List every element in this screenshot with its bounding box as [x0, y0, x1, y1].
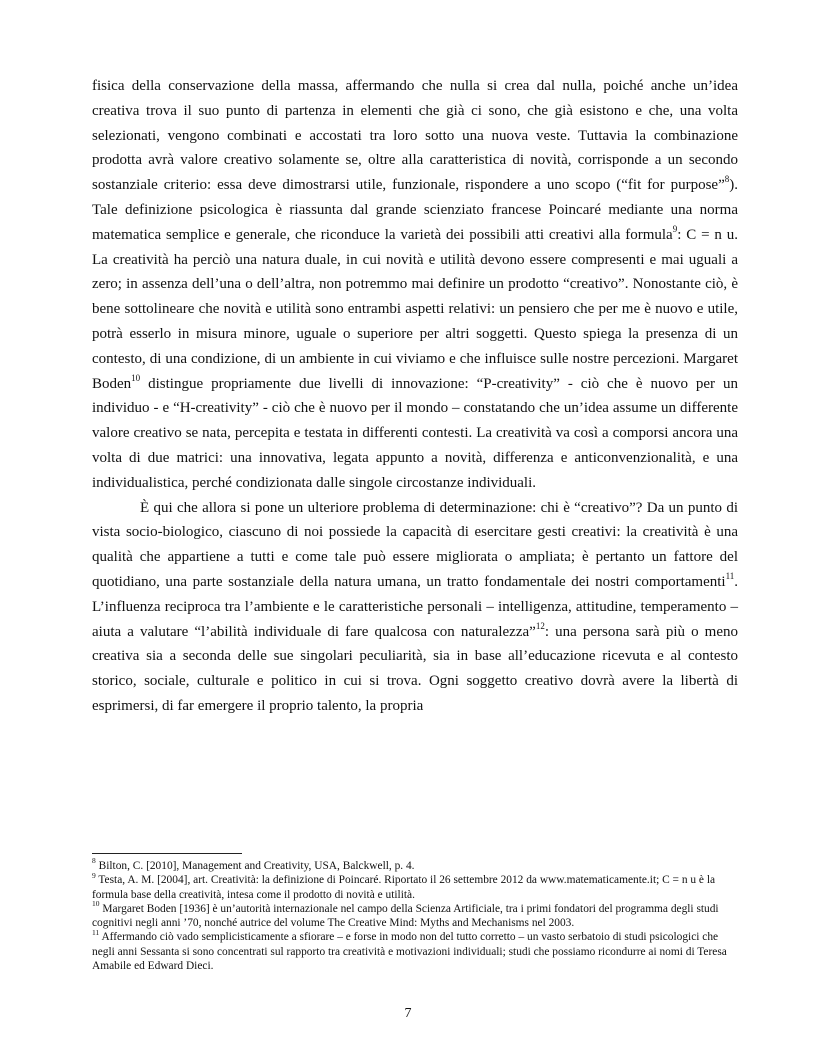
page-number: 7 [404, 1006, 412, 1021]
text-run: : una persona sarà più o meno creativa sia a seconda delle sue singolari peculiarità, sia in base all’educazione ricevuta e al contesto storico, sociale, culturale e politico in cui si trova. Ogni soggetto creativo dovrà avere la libertà di esprimersi, di far emergere il proprio talento, la propria [92, 623, 738, 714]
text-run: : C = n u. La creatività ha perciò una natura duale, in cui novità e utilità devono essere compresenti e mai uguali a zero; in assenza dell’una o dell’altra, non potremmo mai definire un prodotto “creativo”. Nonostante ciò, è bene sottolineare che novità e utilità sono entrambi aspetti relativi: un pensiero che per me è nuovo e utile, potrà esserlo in misura minore, uguale o superiore per altri soggetti. Questo spiega la presenza di un contesto, di una condizione, di un ambiente in cui viviamo e che influisce sulle nostre percezioni. Margaret Boden [92, 226, 739, 392]
footnote-8 [92, 856, 738, 873]
footnote-text: Bilton, C. [2010], Management and Creativity, USA, Balckwell, p. 4. [95, 860, 415, 872]
footnote-divider [92, 853, 242, 854]
footnote-10 [92, 899, 738, 931]
footnote-number: 10 [92, 899, 100, 909]
paragraph-2 [92, 496, 738, 719]
text-run: ). Tale definizione psicologica è riassunta dal grande scienziato francese Poincaré mediante una norma matematica semplice e generale, che riconduce la varietà dei possibili atti creativi alla formula [92, 177, 738, 243]
footnote-ref-11[interactable]: 11 [725, 570, 735, 581]
footnote-ref-12[interactable]: 12 [535, 620, 545, 631]
footnote-ref-10[interactable]: 10 [131, 372, 141, 383]
footnotes [92, 856, 738, 973]
footnote-text: Margaret Boden [1936] è un’autorità internazionale nel campo della Scienza Artificiale, tra i primi fondatori del programma degli studi cognitivi negli anni ’70, nonché autrice del volume The Creative Mind: Myths and Mechanisms nel 2003. [92, 902, 719, 930]
footnote-number: 11 [92, 927, 100, 937]
footnote-9 [92, 870, 738, 902]
footnote-ref-8[interactable]: 8 [724, 174, 730, 185]
text-run: È qui che allora si pone un ulteriore problema di determinazione: chi è “creativo”? Da un punto di vista socio-biologico, ciascuno di noi possiede la capacità di esercitare gesti creativi: la creatività è una qualità che appartiene a tutti e come tale può essere migliorata o ampliata; è pertanto un fattore del quotidiano, una parte sostanziale della natura umana, un tratto fondamentale dei nostri comportamenti [92, 499, 738, 590]
text-run: distingue propriamente due livelli di innovazione: “P-creativity” - ciò che è nuovo per un individuo - e “H-creativity” - ciò che è nuovo per il mondo – constatando che un’idea assume un differente valore creativo se nata, percepita e testata in differenti contesti. La creatività va così a comporsi ancora una volta di due matrici: una innovativa, legata appunto a novità, differenza e anticonvenzionalità, e una individualistica, perché condizionata dalle singole circostanze individuali. [92, 375, 738, 491]
footnote-11 [92, 927, 738, 973]
footnote-text: Testa, A. M. [2004], art. Creatività: la definizione di Poincaré. Riportato il 26 settembre 2012 da www.matematicamente.it; C = n u è la formula base della creatività, intesa come il prodotto di novità e utilità. [92, 874, 716, 901]
text-run: fisica della conservazione della massa, affermando che nulla si crea dal nulla, poiché anche un’idea creativa trova il suo punto di partenza in elementi che già ci sono, che già esistono e che, una volta selezionati, vengono combinati e accostati tra loro sotto una nuova veste. Tuttavia la combinazione prodotta avrà valore creativo solamente se, oltre alla caratteristica di novità, corrisponde a un secondo sostanziale criterio: essa deve dimostrarsi utile, funzionale, rispondere a uno scopo (“fit for purpose” [92, 78, 738, 194]
footnote-number: 9 [92, 870, 96, 880]
footnote-text: Affermando ciò vado semplicisticamente a sfiorare – e forse in modo non del tutto corretto – un vasto serbatoio di studi psicologici che negli anni Sessanta si sono concentrati sul rapporto tra creatività e motivazioni individuali; studi che possiamo ricondurre ai nomi di Teresa Amabile ed Edward Dieci. [92, 931, 727, 973]
text-run: . L’influenza reciproca tra l’ambiente e le caratteristiche personali – intelligenza, attitudine, temperamento – aiuta a valutare “l’abilità individuale di fare qualcosa con naturalezza” [92, 573, 738, 640]
footnote-ref-9[interactable]: 9 [672, 223, 678, 234]
page-body [92, 74, 738, 719]
footnote-number: 8 [92, 856, 96, 866]
paragraph-1 [92, 74, 738, 496]
